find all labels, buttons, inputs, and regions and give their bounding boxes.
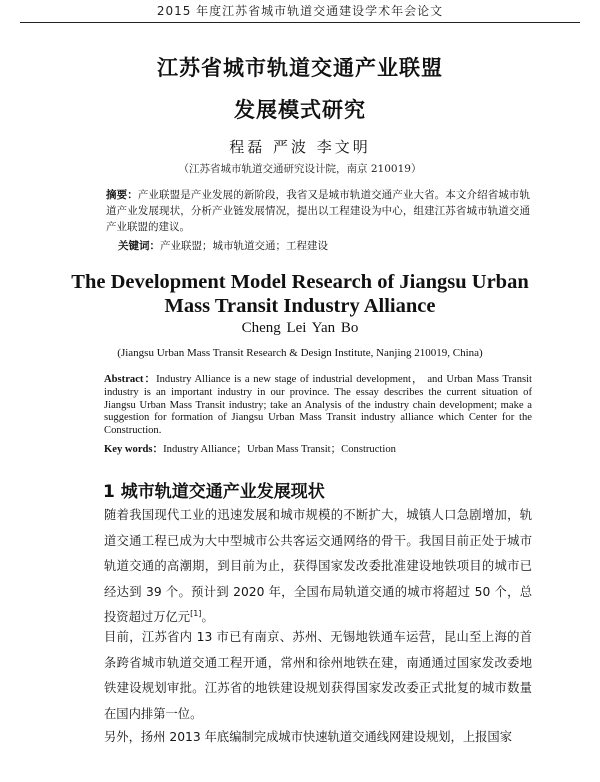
paragraph-1-end: 。 xyxy=(201,610,214,624)
english-keywords-label: Key words： xyxy=(104,444,164,455)
chinese-title-line-2: 发展模式研究 xyxy=(234,98,366,122)
paragraph-1 xyxy=(104,503,532,631)
english-title-line-1: The Development Model Research of Jiangsu Urban xyxy=(71,271,529,293)
chinese-keywords xyxy=(118,238,540,253)
english-authors: Cheng Lei Yan Bo xyxy=(241,320,359,336)
english-abstract-text: Industry Alliance is a new stage of industrial development， and Urban Mass Transit industry is an important industry in our province. The essay describes the current situation of Jiangsu Urban Mass Transit industry; take an Analysis of the industry chain development; make a suggestion for formation of Jiangsu Urban Mass Transit industry alliance which Center for the Construction. xyxy=(104,374,533,437)
english-abstract xyxy=(104,374,532,438)
chinese-abstract-label: 摘要： xyxy=(106,189,138,201)
body-paragraph-2 xyxy=(104,625,532,727)
body-paragraph-1 xyxy=(104,503,532,631)
body-paragraph-3 xyxy=(104,725,532,751)
chinese-authors: 程磊 严波 李文明 xyxy=(229,138,371,156)
chinese-title-line-1: 江苏省城市轨道交通产业联盟 xyxy=(157,56,443,80)
citation-ref: [1] xyxy=(190,608,202,618)
english-keywords xyxy=(104,441,532,456)
paragraph-2: 目前，江苏省内 13 市已有南京、苏州、无锡地铁通车运营，昆山至上海的首条跨省城市轨道交通工程开通，常州和徐州地铁在建，南通通过国家发改委地铁建设规划审批。江苏省的地铁建设规划获得国家发改委正式批复的城市数量在国内排第一位。 xyxy=(104,630,532,721)
running-header xyxy=(20,2,580,23)
paragraph-3: 另外，扬州 2013 年底编制完成城市快速轨道交通线网建设规划，上报国家 xyxy=(104,730,513,744)
english-abstract-label: Abstract： xyxy=(104,374,157,385)
paragraph-1-text: 随着我国现代工业的迅速发展和城市规模的不断扩大，城镇人口急剧增加，轨道交通工程已成为大中型城市公共客运交通网络的骨干。我国目前正处于城市轨道交通的高潮期，到目前为止，获得国家发改委批准建设地铁项目的城市已经达到 39 个。预计到 2020 年，全国布局轨道交通的城市将超过 50 个，总投资超过万亿元 xyxy=(104,508,532,624)
chinese-affiliation: （江苏省城市轨道交通研究设计院，南京 210019） xyxy=(178,163,422,175)
english-affiliation: (Jiangsu Urban Mass Transit Research & Design Institute, Nanjing 210019, China) xyxy=(117,347,483,359)
english-title-line-2: Mass Transit Industry Alliance xyxy=(164,295,436,317)
running-title: 2015 年度江苏省城市轨道交通建设学术年会论文 xyxy=(156,4,444,18)
chinese-abstract-text: 产业联盟是产业发展的新阶段，我省又是城市轨道交通产业大省。本文介绍省城市轨道产业发展现状，分析产业链发展情况，提出以工程建设为中心，组建江苏省城市轨道交通产业联盟的建议。 xyxy=(106,189,531,233)
chinese-keywords-text: 产业联盟；城市轨道交通；工程建设 xyxy=(160,240,328,252)
section-1-heading: 1 城市轨道交通产业发展现状 xyxy=(103,482,325,502)
english-keywords-text: Industry Alliance；Urban Mass Transit；Construction xyxy=(163,444,396,455)
chinese-keywords-label: 关键词： xyxy=(118,240,160,252)
chinese-abstract xyxy=(106,187,530,235)
